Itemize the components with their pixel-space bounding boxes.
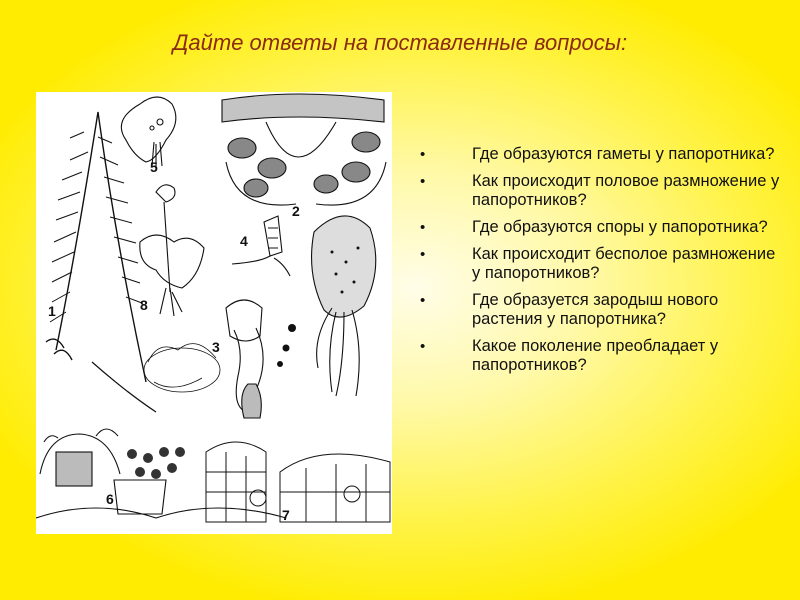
bullet-icon: •	[420, 219, 426, 236]
question-text: Какое поколение преобладает у папоротников?	[472, 337, 719, 374]
label-7: 7	[282, 507, 290, 523]
label-6: 6	[106, 491, 114, 507]
bullet-icon: •	[420, 173, 426, 190]
fern-frond-drawing	[46, 112, 220, 412]
question-text: Где образуются споры у папоротника?	[472, 218, 768, 236]
label-2: 2	[292, 203, 300, 219]
question-item	[420, 337, 780, 375]
sorus-section-drawing	[222, 94, 386, 205]
slide-title: Дайте ответы на поставленные вопросы:	[172, 30, 628, 55]
question-text: Как происходит половое размножение у папоротников?	[472, 172, 780, 209]
sporangium-drawing	[312, 216, 376, 396]
young-sporophyte-drawing	[140, 185, 204, 316]
question-item	[420, 172, 780, 210]
question-text: Как происходит бесполое размножение у папоротников?	[472, 245, 776, 282]
label-5: 5	[150, 159, 158, 175]
label-1: 1	[48, 303, 56, 319]
fern-life-cycle-illustration	[36, 92, 392, 534]
bullet-icon: •	[420, 292, 426, 309]
question-item	[420, 245, 780, 283]
bullet-icon: •	[420, 146, 426, 163]
bullet-icon: •	[420, 338, 426, 355]
antheridium-drawing	[36, 429, 286, 518]
question-text: Где образуются гаметы у папоротника?	[472, 145, 775, 163]
question-item	[420, 145, 780, 164]
label-8: 8	[140, 297, 148, 313]
question-list	[420, 145, 780, 383]
label-4: 4	[240, 233, 248, 249]
question-item	[420, 291, 780, 329]
archegonium-drawing	[226, 300, 296, 418]
prothallus-drawing	[121, 97, 176, 170]
question-text: Где образуется зародыш нового растения у папоротника?	[472, 291, 719, 328]
cellular-tissue-drawing	[206, 442, 390, 522]
question-item	[420, 218, 780, 237]
label-3: 3	[212, 339, 220, 355]
bullet-icon: •	[420, 246, 426, 263]
